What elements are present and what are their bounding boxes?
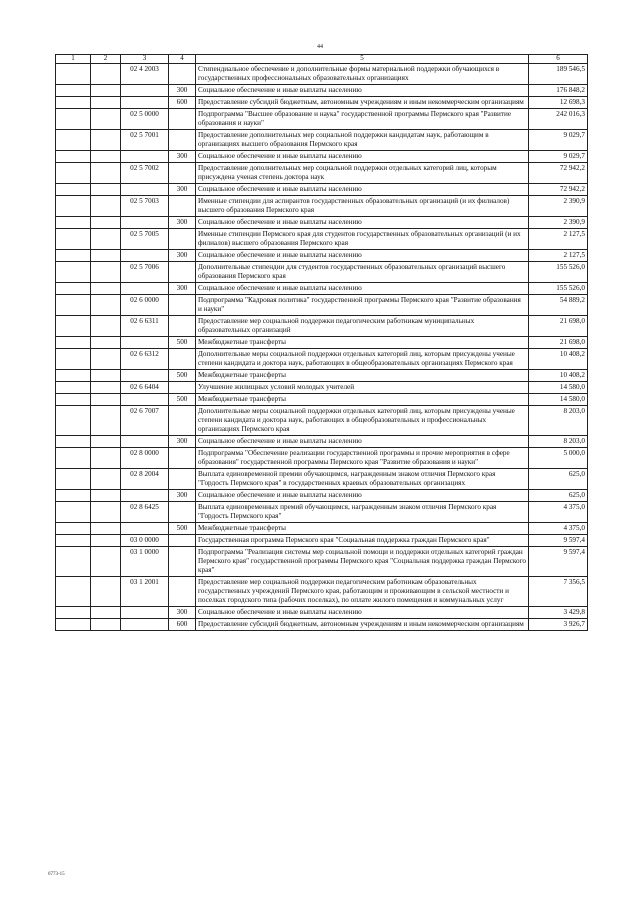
amount-cell: 4 375,0 [529,523,588,535]
item-name-cell: Стипендиальное обеспечение и дополнительные формы материальной поддержки обучающихся в государственных профессиональных образовательных организациях [196,64,529,85]
table-row [56,85,588,97]
amount-cell: 3 926,7 [529,619,588,631]
expense-type-cell: 300 [169,607,196,619]
expense-type-cell: 500 [169,337,196,349]
expense-type-cell [169,316,196,337]
empty-cell [91,151,121,163]
item-name-cell: Социальное обеспечение и иные выплаты населению [196,490,529,502]
item-name-cell: Дополнительные меры социальной поддержки отдельных категорий лиц, которым присуждены ученые степени кандидата и доктора наук, работающих в общеобразовательных и профессиональных организациях Пермского края [196,406,529,436]
empty-cell [56,163,91,184]
expense-type-cell: 300 [169,250,196,262]
table-row [56,436,588,448]
target-code-cell [121,151,169,163]
empty-cell [56,130,91,151]
empty-cell [91,619,121,631]
column-header: 5 [196,55,529,64]
expense-type-cell [169,262,196,283]
amount-cell: 12 698,3 [529,97,588,109]
empty-cell [91,577,121,607]
item-name-cell: Предоставление субсидий бюджетным, автономным учреждениям и иным некоммерческим организациям [196,619,529,631]
target-code-cell: 03 1 2001 [121,577,169,607]
table-row [56,406,588,436]
target-code-cell [121,607,169,619]
table-row [56,250,588,262]
table-row [56,295,588,316]
empty-cell [56,217,91,229]
expense-type-cell: 300 [169,151,196,163]
target-code-cell: 02 6 7007 [121,406,169,436]
target-code-cell: 02 5 7006 [121,262,169,283]
target-code-cell [121,619,169,631]
expense-type-cell [169,109,196,130]
column-header: 3 [121,55,169,64]
target-code-cell: 02 8 0000 [121,448,169,469]
expense-type-cell: 600 [169,619,196,631]
amount-cell: 625,0 [529,469,588,490]
table-row [56,64,588,85]
amount-cell: 7 356,5 [529,577,588,607]
table-row [56,577,588,607]
target-code-cell [121,85,169,97]
expense-type-cell [169,229,196,250]
expense-type-cell: 300 [169,85,196,97]
expense-type-cell [169,535,196,547]
item-name-cell: Социальное обеспечение и иные выплаты населению [196,151,529,163]
amount-cell: 4 375,0 [529,502,588,523]
expense-type-cell [169,469,196,490]
table-row [56,547,588,577]
item-name-cell: Подпрограмма "Кадровая политика" государственной программы Пермского края "Развитие образования и науки" [196,295,529,316]
empty-cell [91,502,121,523]
table-row [56,283,588,295]
empty-cell [56,349,91,370]
empty-cell [56,184,91,196]
table-row [56,382,588,394]
table-row [56,535,588,547]
item-name-cell: Предоставление дополнительных мер социальной поддержки кандидатам наук, работающим в организациях высшего образования Пермского края [196,130,529,151]
item-name-cell: Выплата единовременных премий обучающимся, награжденным знаком отличия Пермского края "Гордость Пермского края" [196,502,529,523]
amount-cell: 72 942,2 [529,163,588,184]
table-row [56,262,588,283]
empty-cell [56,469,91,490]
amount-cell: 21 698,0 [529,337,588,349]
amount-cell: 2 390,9 [529,217,588,229]
page-number: 44 [317,44,323,50]
amount-cell: 5 000,0 [529,448,588,469]
item-name-cell: Улучшение жилищных условий молодых учителей [196,382,529,394]
expense-type-cell: 500 [169,394,196,406]
empty-cell [91,382,121,394]
target-code-cell: 02 5 7003 [121,196,169,217]
empty-cell [56,502,91,523]
empty-cell [91,64,121,85]
empty-cell [91,163,121,184]
item-name-cell: Дополнительные стипендии для студентов государственных образовательных организаций высшего образования Пермского края [196,262,529,283]
expense-type-cell [169,502,196,523]
table-row [56,130,588,151]
empty-cell [56,85,91,97]
target-code-cell: 02 6 6311 [121,316,169,337]
target-code-cell: 02 6 0000 [121,295,169,316]
table-row [56,316,588,337]
empty-cell [56,283,91,295]
expense-type-cell: 300 [169,490,196,502]
empty-cell [91,448,121,469]
table-row [56,448,588,469]
table-row [56,619,588,631]
target-code-cell: 03 0 0000 [121,535,169,547]
empty-cell [56,535,91,547]
empty-cell [56,250,91,262]
footer-code: 6773-15 [48,872,65,877]
item-name-cell: Межбюджетные трансферты [196,370,529,382]
target-code-cell: 02 8 6425 [121,502,169,523]
expense-type-cell [169,196,196,217]
empty-cell [56,382,91,394]
target-code-cell: 03 1 0000 [121,547,169,577]
amount-cell: 8 203,0 [529,406,588,436]
item-name-cell: Именные стипендии Пермского края для студентов государственных образовательных организаций (и их филиалов) высшего образования Пермского края [196,229,529,250]
target-code-cell: 02 5 7005 [121,229,169,250]
amount-cell: 8 203,0 [529,436,588,448]
table-row [56,229,588,250]
empty-cell [56,490,91,502]
expense-type-cell: 300 [169,283,196,295]
item-name-cell: Социальное обеспечение и иные выплаты населению [196,250,529,262]
expense-type-cell [169,64,196,85]
empty-cell [91,85,121,97]
empty-cell [91,490,121,502]
budget-table [55,54,588,631]
item-name-cell: Предоставление дополнительных мер социальной поддержки отдельных категорий лиц, которым присуждена ученая степень доктора наук [196,163,529,184]
empty-cell [56,196,91,217]
table-row [56,184,588,196]
empty-cell [91,283,121,295]
empty-cell [91,547,121,577]
empty-cell [91,130,121,151]
target-code-cell [121,337,169,349]
empty-cell [56,436,91,448]
amount-cell: 10 408,2 [529,349,588,370]
empty-cell [56,547,91,577]
empty-cell [91,535,121,547]
empty-cell [91,436,121,448]
empty-cell [91,97,121,109]
table-row [56,337,588,349]
expense-type-cell: 300 [169,436,196,448]
expense-type-cell [169,547,196,577]
expense-type-cell [169,295,196,316]
item-name-cell: Социальное обеспечение и иные выплаты населению [196,436,529,448]
target-code-cell: 02 4 2003 [121,64,169,85]
empty-cell [91,349,121,370]
empty-cell [56,316,91,337]
amount-cell: 21 698,0 [529,316,588,337]
expense-type-cell: 500 [169,370,196,382]
amount-cell: 9 029,7 [529,151,588,163]
empty-cell [91,262,121,283]
item-name-cell: Социальное обеспечение и иные выплаты населению [196,217,529,229]
target-code-cell [121,283,169,295]
target-code-cell: 02 5 7001 [121,130,169,151]
target-code-cell [121,97,169,109]
empty-cell [56,109,91,130]
amount-cell: 242 016,3 [529,109,588,130]
empty-cell [91,469,121,490]
target-code-cell [121,523,169,535]
empty-cell [56,64,91,85]
empty-cell [56,151,91,163]
target-code-cell: 02 6 6312 [121,349,169,370]
item-name-cell: Межбюджетные трансферты [196,337,529,349]
empty-cell [56,97,91,109]
empty-cell [91,217,121,229]
item-name-cell: Межбюджетные трансферты [196,523,529,535]
amount-cell: 14 580,0 [529,382,588,394]
amount-cell: 155 526,0 [529,283,588,295]
empty-cell [56,523,91,535]
empty-cell [56,607,91,619]
item-name-cell: Социальное обеспечение и иные выплаты населению [196,283,529,295]
table-row [56,217,588,229]
amount-cell: 9 597,4 [529,547,588,577]
target-code-cell: 02 6 6404 [121,382,169,394]
item-name-cell: Государственная программа Пермского края "Социальная поддержка граждан Пермского края" [196,535,529,547]
empty-cell [91,229,121,250]
item-name-cell: Предоставление мер социальной поддержки педагогическим работникам муниципальных образовательных организаций [196,316,529,337]
target-code-cell: 02 5 7002 [121,163,169,184]
table-row [56,607,588,619]
table-row [56,502,588,523]
amount-cell: 625,0 [529,490,588,502]
target-code-cell: 02 5 0000 [121,109,169,130]
amount-cell: 155 526,0 [529,262,588,283]
empty-cell [91,295,121,316]
item-name-cell: Межбюджетные трансферты [196,394,529,406]
item-name-cell: Социальное обеспечение и иные выплаты населению [196,607,529,619]
target-code-cell [121,217,169,229]
target-code-cell [121,394,169,406]
target-code-cell [121,370,169,382]
empty-cell [56,262,91,283]
empty-cell [56,337,91,349]
empty-cell [56,229,91,250]
expense-type-cell: 600 [169,97,196,109]
table-row [56,109,588,130]
empty-cell [56,370,91,382]
expense-type-cell: 300 [169,184,196,196]
target-code-cell [121,436,169,448]
item-name-cell: Подпрограмма "Реализация системы мер социальной помощи и поддержки отдельных категорий граждан Пермского края" государственной программы Пермского края "Социальная поддержка граждан Пермского края" [196,547,529,577]
item-name-cell: Социальное обеспечение и иные выплаты населению [196,85,529,97]
table-row [56,523,588,535]
table-row [56,196,588,217]
empty-cell [91,109,121,130]
amount-cell: 10 408,2 [529,370,588,382]
item-name-cell: Дополнительные меры социальной поддержки отдельных категорий лиц, которым присуждены ученые степени кандидата и доктора наук, работающих в общеобразовательных организациях Пермского края [196,349,529,370]
item-name-cell: Выплата единовременной премии обучающимся, награжденным знаком отличия Пермского края "Гордость Пермского края" в государственных краевых образовательных организациях [196,469,529,490]
amount-cell: 9 029,7 [529,130,588,151]
empty-cell [91,337,121,349]
amount-cell: 54 889,2 [529,295,588,316]
expense-type-cell [169,349,196,370]
empty-cell [56,295,91,316]
expense-type-cell [169,163,196,184]
empty-cell [91,316,121,337]
empty-cell [91,607,121,619]
empty-cell [91,196,121,217]
amount-cell: 2 127,5 [529,229,588,250]
table-row [56,349,588,370]
empty-cell [56,577,91,607]
empty-cell [56,448,91,469]
amount-cell: 189 546,5 [529,64,588,85]
item-name-cell: Именные стипендии для аспирантов государственных образовательных организаций (и их филиалов) высшего образования Пермского края [196,196,529,217]
empty-cell [91,250,121,262]
table-row [56,151,588,163]
target-code-cell [121,184,169,196]
amount-cell: 14 580,0 [529,394,588,406]
amount-cell: 2 127,5 [529,250,588,262]
amount-cell: 2 390,9 [529,196,588,217]
table-row [56,469,588,490]
amount-cell: 9 597,4 [529,535,588,547]
empty-cell [56,619,91,631]
expense-type-cell [169,130,196,151]
table-row [56,490,588,502]
empty-cell [56,406,91,436]
expense-type-cell [169,382,196,394]
item-name-cell: Подпрограмма "Обеспечение реализации государственной программы и прочие мероприятия в сфере образования" государственной программы Пермского края "Развитие образования и науки" [196,448,529,469]
empty-cell [91,370,121,382]
empty-cell [91,523,121,535]
empty-cell [91,184,121,196]
table-header-row [56,55,588,64]
expense-type-cell: 500 [169,523,196,535]
target-code-cell [121,250,169,262]
column-header: 6 [529,55,588,64]
expense-type-cell: 300 [169,217,196,229]
column-header: 4 [169,55,196,64]
table-row [56,163,588,184]
expense-type-cell [169,406,196,436]
column-header: 1 [56,55,91,64]
empty-cell [56,394,91,406]
expense-type-cell [169,577,196,607]
item-name-cell: Социальное обеспечение и иные выплаты населению [196,184,529,196]
target-code-cell [121,490,169,502]
target-code-cell: 02 8 2004 [121,469,169,490]
table-row [56,97,588,109]
table-row [56,394,588,406]
item-name-cell: Предоставление мер социальной поддержки педагогическим работникам образовательных государственных учреждений Пермского края, работающим и проживающим в сельской местности и поселках городского типа (рабочих поселках), по оплате жилого помещения и коммунальных услуг [196,577,529,607]
item-name-cell: Предоставление субсидий бюджетным, автономным учреждениям и иным некоммерческим организациям [196,97,529,109]
amount-cell: 72 942,2 [529,184,588,196]
table-row [56,370,588,382]
amount-cell: 3 429,8 [529,607,588,619]
item-name-cell: Подпрограмма "Высшее образование и наука" государственной программы Пермского края "Развитие образования и науки" [196,109,529,130]
expense-type-cell [169,448,196,469]
empty-cell [91,394,121,406]
column-header: 2 [91,55,121,64]
amount-cell: 176 848,2 [529,85,588,97]
empty-cell [91,406,121,436]
